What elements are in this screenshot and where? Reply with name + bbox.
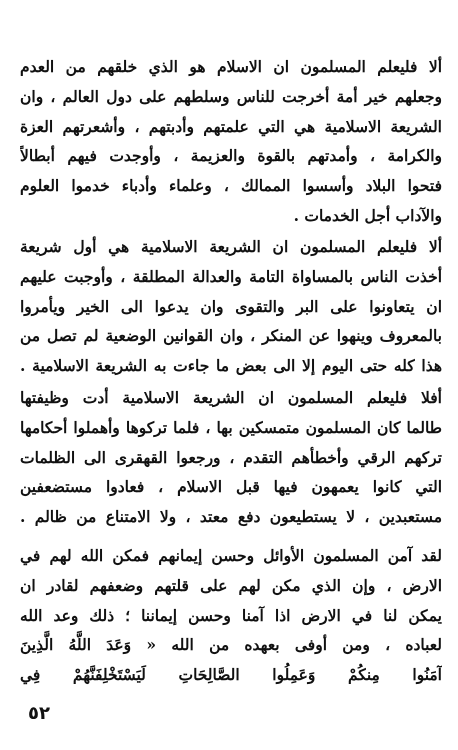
- paragraph-4-line-5: آمَنُوا مِنكُمْ وَعَمِلُوا الصَّالِحَاتِ لَيَسْتَخْلِفَنَّهُمْ فِي: [20, 665, 442, 685]
- paragraph-2: [20, 232, 442, 381]
- paragraph-4-line-2: الارض ، وإن الذي مكن لهم على قلتهم وضعفهم لقادر ان: [20, 575, 442, 595]
- page-number: ٥٢: [28, 703, 50, 724]
- paragraph-3-line-1: أفلا فليعلم المسلمون ان الشريعة الاسلامية أدت وظيفتها: [20, 388, 442, 407]
- paragraph-2-line-2: أخذت الناس بالمساواة التامة والعدالة المطلقة ، وأوجبت عليهم: [20, 266, 442, 286]
- paragraph-1-line-5: فتحوا البلاد وأسسوا الممالك ، وعلماء وأدباء خدموا العلوم: [20, 176, 442, 196]
- paragraph-1: [20, 52, 442, 231]
- paragraph-2-line-5: هذا كله حتى اليوم إلا الى بعض ما جاءت به الشريعة الاسلامية .: [20, 356, 442, 376]
- paragraph-2-line-1: ألا فليعلم المسلمون ان الشريعة الاسلامية هي أول شريعة: [20, 237, 442, 256]
- paragraph-2-line-4: بالمعروف وينهوا عن المنكر ، وان القوانين الوضعية لم تصل من: [20, 326, 442, 346]
- paragraph-3-line-4: التي كانوا يعمهون فيها قبل الاسلام ، فعادوا مستضعفين: [20, 477, 442, 497]
- paragraph-1-line-1: ألا فليعلم المسلمون ان الاسلام هو الذي خلقهم من العدم: [20, 57, 442, 76]
- paragraph-3-line-2: طالما كان المسلمون متمسكين بها ، فلما تركوها وأهملوا أحكامها: [20, 417, 442, 437]
- paragraph-3-line-3: تركهم الرقي وأخطأهم التقدم ، ورجعوا القهقرى الى الظلمات: [20, 447, 442, 467]
- paragraph-3: [20, 383, 442, 532]
- paragraph-1-line-4: والكرامة ، وأمدتهم بالقوة والعزيمة ، وأوجدت فيهم أبطالاً: [20, 146, 442, 166]
- paragraph-4-line-1: لقد آمن المسلمون الأوائل وحسن إيمانهم فمكن الله لهم في: [20, 546, 442, 565]
- paragraph-4-line-3: يمكن لنا في الارض اذا آمنا وحسن إيماننا ؛ ذلك وعد الله: [20, 605, 442, 625]
- paragraph-4: [20, 541, 442, 690]
- paragraph-3-line-5: مستعبدين ، لا يستطيعون دفع معتد ، ولا الامتناع من ظالم .: [20, 507, 442, 527]
- paragraph-4-line-4: لعباده ، ومن أوفى بعهده من الله « وَعَدَ اللَّهُ الَّذِينَ: [20, 635, 442, 655]
- paragraph-1-line-2: وجعلهم خير أمة أخرجت للناس وسلطهم على دول العالم ، وان: [20, 86, 442, 106]
- paragraph-2-line-3: ان يتعاونوا على البر والتقوى وان يدعوا الى الخير ويأمروا: [20, 296, 442, 316]
- paragraph-1-line-6: والآداب أجل الخدمات .: [293, 205, 442, 225]
- paragraph-1-line-3: الشريعة الاسلامية هي التي علمتهم وأدبتهم ، وأشعرتهم العزة: [20, 116, 442, 136]
